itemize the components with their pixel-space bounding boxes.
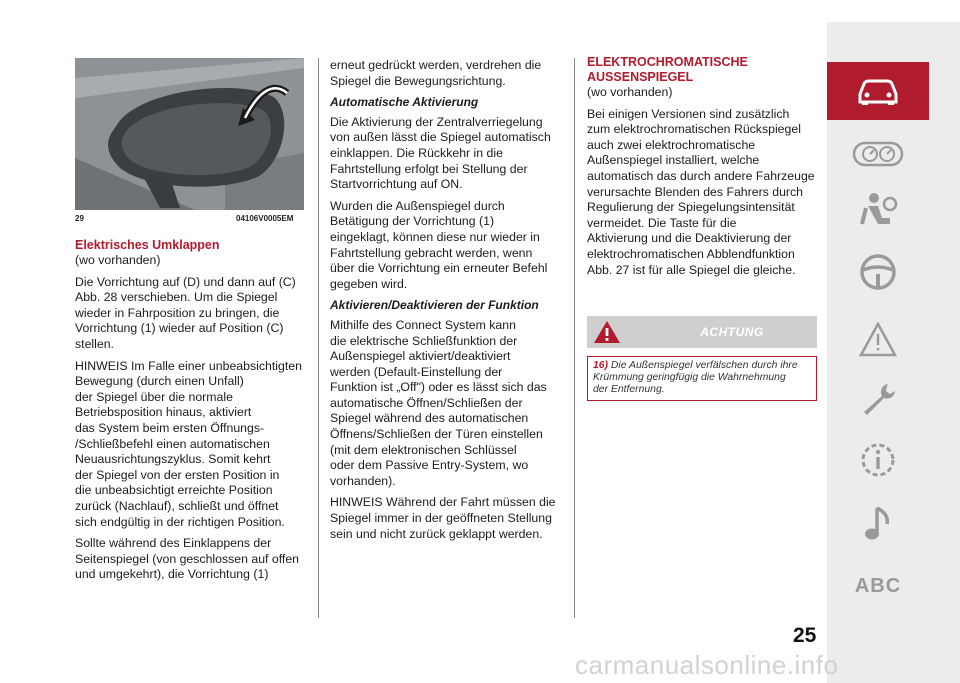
music-note-icon	[863, 504, 893, 544]
warning-text: Die Außenspiegel verfälschen durch ihre Krümmung geringfügig die Wahrnehmung der Entfernung.	[593, 360, 798, 395]
paragraph: Mithilfe des Connect System kann die elektrische Schließfunktion der Außenspiegel aktiviert/deaktiviert werden (Default-Einstellung der Funktion ist „Off") oder es lässt sich das automatische Öffnen/Schließen der Spiegel während des automatischen Öffnens/Schließen der Türen einstellen (mit dem elektronischen Schlüssel oder dem Passive Entry-System, wo vorhanden).	[330, 317, 547, 488]
subheading-automatische-aktivierung: Automatische Aktivierung	[330, 95, 479, 110]
paragraph: Wurden die Außenspiegel durch Betätigung der Vorrichtung (1) eingeklagt, können diese nur wieder in Fahrtstellung gebracht werden, wenn über die Vorrichtung ein erneuter Befehl gegeben wird.	[330, 198, 548, 291]
chapter-sidebar	[827, 22, 960, 683]
nav-item-driving[interactable]	[827, 244, 929, 300]
nav-item-safety[interactable]	[827, 182, 929, 238]
paragraph: HINWEIS Während der Fahrt müssen die Spiegel immer in der geöffneten Stellung sein und nicht zurück geklappt werden.	[330, 495, 556, 541]
warning-body	[587, 356, 817, 401]
seat-airbag-icon	[858, 190, 898, 230]
paragraph: Bei einigen Versionen sind zusätzlich zum elektrochromatischen Rückspiegel auch zwei elektrochromatische Außenspiegel installiert, welche automatisch das durch andere Fahrzeuge verursachte Blenden des Fahrers durch Regulierung der Spiegelungsintensität vermeidet. Die Taste für die Aktivierung und die Deaktivierung der elektrochromatischen Abblendfunktion Abb. 27 ist für alle Spiegel die gleiche.	[587, 106, 815, 277]
paragraph: HINWEIS Im Falle einer unbeabsichtigten Bewegung (durch einen Unfall) der Spiegel über die normale Betriebsposition hinaus, aktiviert das System beim ersten Öffnungs- /Schließbefehl einen automatischen Neuausrichtungszyklus. Somit kehrt der Spiegel von der ersten Position in die unbeabsichtigt erreichte Position zurück (Nachlauf), schließt und öffnet sich endgültig in der richtigen Position.	[75, 358, 302, 529]
column-divider	[318, 58, 319, 618]
column-divider	[574, 58, 575, 618]
column-2	[330, 58, 564, 548]
warning-box	[587, 316, 817, 401]
nav-item-index[interactable]	[827, 558, 929, 614]
paragraph: erneut gedrückt werden, verdrehen die Spiegel die Bewegungsrichtung.	[330, 58, 542, 88]
figure-code: 04106V0005EM	[236, 214, 294, 223]
side-mirror-illustration	[75, 58, 304, 210]
page-number: 25	[793, 624, 817, 647]
car-icon	[856, 76, 900, 106]
warning-title: ACHTUNG	[700, 325, 764, 339]
dashboard-icon	[852, 139, 904, 169]
availability-note: (wo vorhanden)	[75, 253, 161, 267]
nav-item-multimedia[interactable]	[827, 496, 929, 552]
info-gear-icon	[857, 439, 899, 481]
abc-index-label: ABC	[854, 574, 902, 597]
availability-note: (wo vorhanden)	[587, 85, 673, 99]
paragraph: Die Aktivierung der Zentralverriegelung von außen lässt die Spiegel automatisch einklappen. Die Rückkehr in die Fahrtstellung erfolgt bei Stellung der Startvorrichtung auf ON.	[330, 114, 551, 192]
mirror-figure	[75, 58, 304, 210]
warning-triangle-icon	[858, 321, 898, 359]
nav-item-dashboard[interactable]	[827, 126, 929, 182]
column-1	[75, 238, 307, 589]
nav-item-technical-data[interactable]	[827, 432, 929, 488]
paragraph: Sollte während des Einklappens der Seitenspiegel (von geschlossen auf offen und umgekehrt), die Vorrichtung (1)	[75, 536, 300, 582]
figure-number: 29	[75, 214, 84, 223]
watermark: carmanualsonline.info	[575, 650, 839, 680]
warning-number: 16)	[593, 360, 609, 371]
steering-wheel-icon	[858, 252, 898, 292]
warning-header	[587, 316, 817, 348]
section-heading-elektrochromatische: ELEKTROCHROMATISCHE AUSSENSPIEGEL	[587, 55, 748, 84]
subheading-aktivieren-deaktivieren: Aktivieren/Deaktivieren der Funktion	[330, 298, 539, 313]
column-3	[587, 55, 819, 284]
nav-item-car[interactable]	[827, 62, 929, 120]
paragraph: Die Vorrichtung auf (D) und dann auf (C) Abb. 28 verschieben. Um die Spiegel wieder in Fahrposition zu bringen, die Vorrichtung (1) wieder auf Position (C) stellen.	[75, 274, 296, 351]
section-heading-umklappen: Elektrisches Umklappen	[75, 238, 220, 252]
nav-item-emergency[interactable]	[827, 312, 929, 368]
wrench-icon	[858, 380, 898, 420]
nav-item-maintenance[interactable]	[827, 372, 929, 428]
